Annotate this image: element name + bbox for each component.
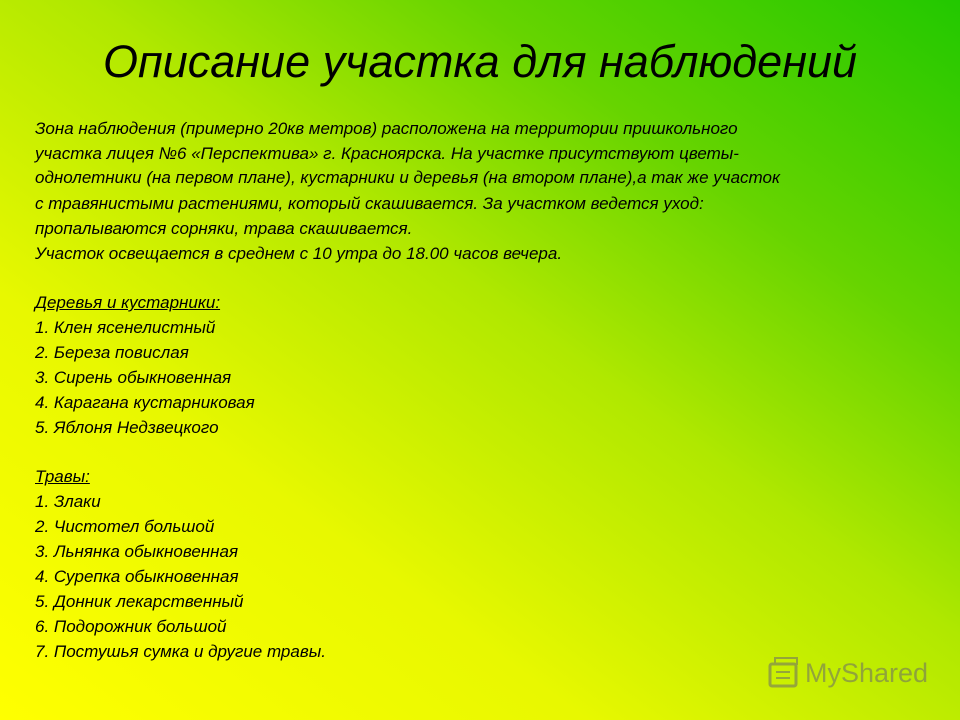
intro-line: Участок освещается в среднем с 10 утра до 18.00 часов вечера.	[35, 244, 563, 263]
intro-line: пропалываются сорняки, трава скашивается.	[35, 219, 413, 238]
grass-heading: Травы:	[35, 467, 90, 486]
tree-list-item: 1. Клен ясенелистный	[35, 318, 216, 337]
intro-line: участка лицея №6 «Перспектива» г. Красноярска. На участке присутствуют цветы-	[35, 144, 739, 163]
grass-list-item: 4. Сурепка обыкновенная	[35, 567, 239, 586]
spacer	[35, 266, 935, 290]
tree-list-item: 5. Яблоня Недзвецкого	[35, 418, 219, 437]
tree-list-item: 3. Сирень обыкновенная	[35, 368, 232, 387]
grass-list-item: 3. Льнянка обыкновенная	[35, 542, 239, 561]
intro-line: однолетники (на первом плане), кустарники и деревья (на втором плане),а так же участок	[35, 168, 781, 187]
grass-list-item: 1. Злаки	[35, 492, 101, 511]
grass-list-item: 2. Чистотел большой	[35, 517, 215, 536]
grass-list-item: 7. Постушья сумка и другие травы.	[35, 642, 326, 661]
watermark-text: MyShared	[805, 658, 929, 688]
slide-body	[35, 116, 935, 664]
grass-list-item: 6. Подорожник большой	[35, 617, 227, 636]
spacer	[35, 440, 935, 464]
intro-line: Зона наблюдения (примерно 20кв метров) расположена на территории пришкольного	[35, 119, 738, 138]
tree-list-item: 4. Карагана кустарниковая	[35, 393, 255, 412]
watermark	[767, 654, 927, 694]
intro-line: с травянистыми растениями, который скашивается. За участком ведется уход:	[35, 194, 704, 213]
tree-list-item: 2. Береза повислая	[35, 343, 189, 362]
slide-title: Описание участка для наблюдений	[102, 36, 858, 87]
myshared-logo-icon	[767, 654, 803, 692]
trees-heading: Деревья и кустарники:	[35, 293, 221, 312]
grass-list-item: 5. Донник лекарственный	[35, 592, 244, 611]
